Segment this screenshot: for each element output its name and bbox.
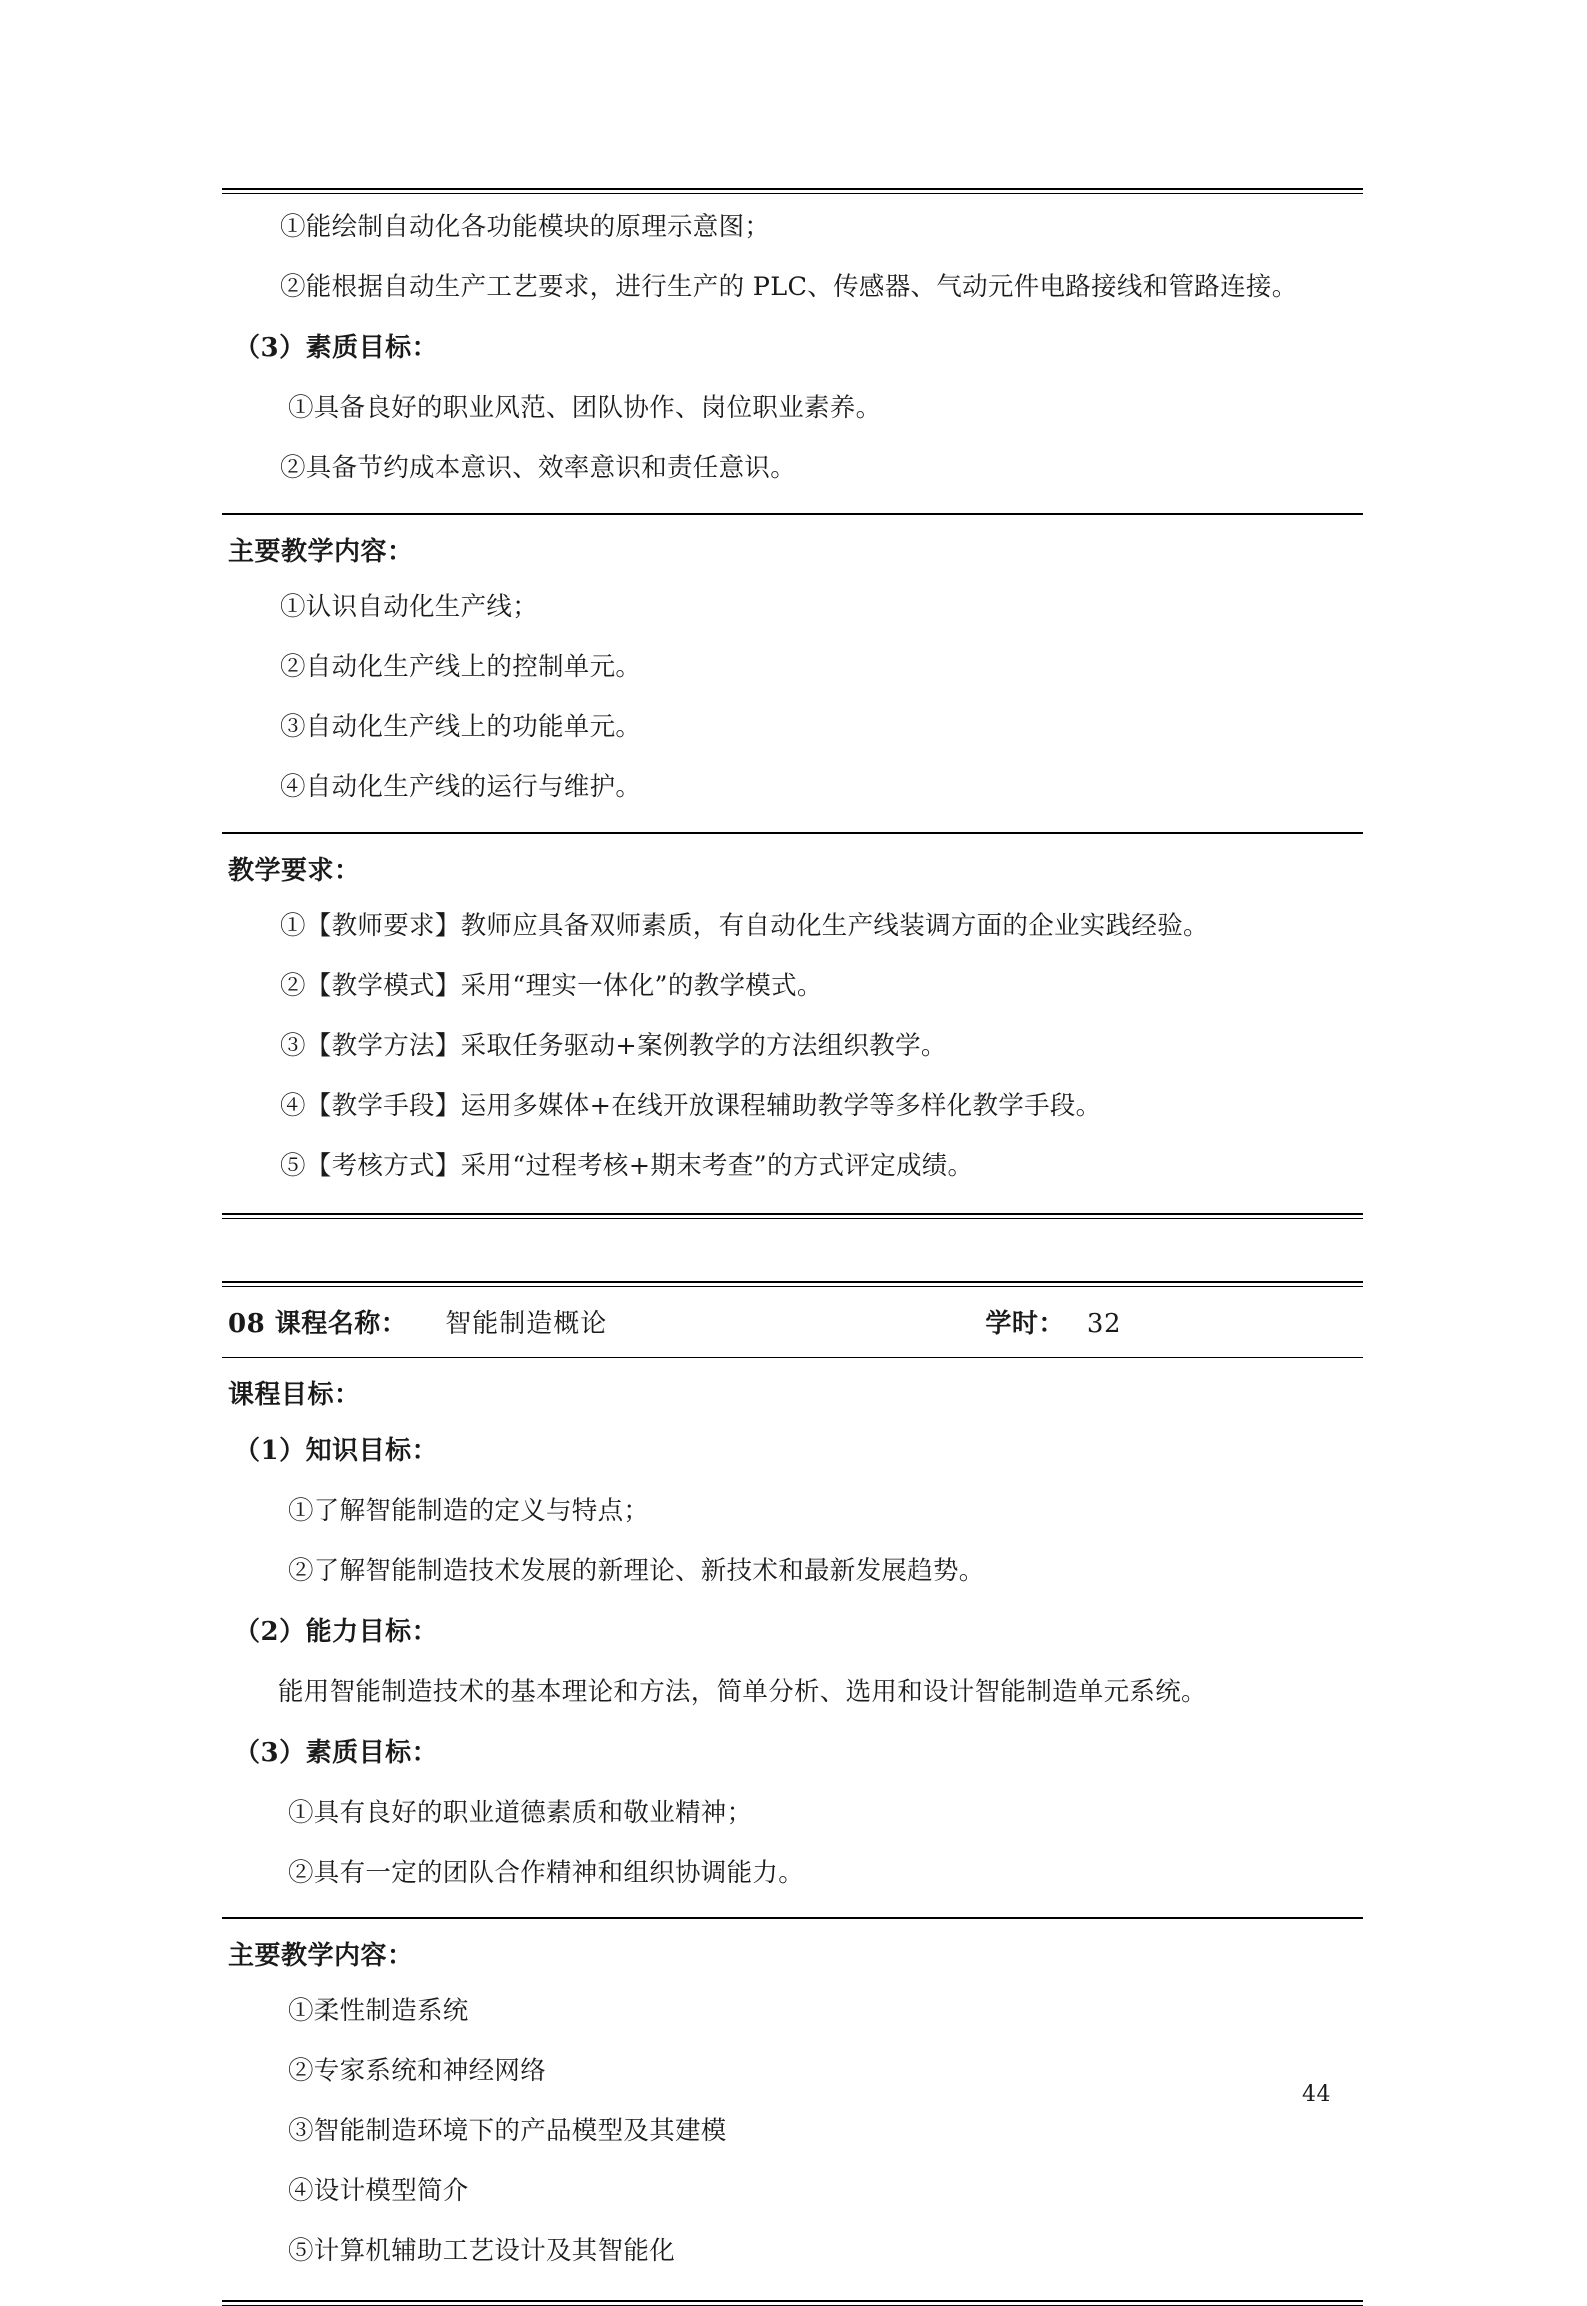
list-item: ③【教学方法】采取任务驱动+案例教学的方法组织教学。 bbox=[280, 1031, 947, 1061]
list-item: ①了解智能制造的定义与特点； bbox=[288, 1496, 650, 1526]
spacer bbox=[222, 1900, 1363, 1917]
course-07-ability-objectives-block bbox=[222, 194, 1363, 314]
spacer bbox=[222, 2278, 1363, 2300]
course-hours-value: 32 bbox=[1086, 1309, 1121, 1339]
list-item: ③自动化生产线上的功能单元。 bbox=[280, 712, 642, 742]
list-item: ①柔性制造系统 bbox=[288, 1996, 469, 2026]
list-item: ⑤【考核方式】采用“过程考核+期末考查”的方式评定成绩。 bbox=[280, 1151, 974, 1181]
course-07-teaching-requirements-list bbox=[222, 893, 1363, 1193]
course-08-knowledge-objectives-list bbox=[222, 1478, 1363, 1598]
knowledge-objectives-heading: （1）知识目标： bbox=[234, 1436, 439, 1466]
teaching-requirements-heading: 教学要求： bbox=[228, 856, 361, 886]
course-08-ability-objectives-list bbox=[222, 1659, 1363, 1719]
main-content-heading: 主要教学内容： bbox=[228, 537, 414, 567]
list-item: ④设计模型简介 bbox=[288, 2176, 469, 2206]
top-margin-spacer bbox=[222, 0, 1363, 188]
list-item: ②自动化生产线上的控制单元。 bbox=[280, 652, 642, 682]
course-08-quality-objectives-list bbox=[222, 1780, 1363, 1900]
page-number: 44 bbox=[1302, 2082, 1331, 2107]
course-hours-group bbox=[985, 1303, 1363, 1340]
list-item: ①具备良好的职业风范、团队协作、岗位职业素养。 bbox=[288, 393, 882, 423]
course-number-label: 08 课程名称： bbox=[228, 1309, 408, 1339]
page-content-column bbox=[222, 0, 1363, 2306]
list-item: ①认识自动化生产线； bbox=[280, 592, 539, 622]
course-08-main-content-list bbox=[222, 1978, 1363, 2278]
course-08-table-bottom-double-rule bbox=[222, 2300, 1363, 2306]
spacer bbox=[222, 1193, 1363, 1213]
course-08-quality-objectives-heading: （3）素质目标： bbox=[234, 1738, 439, 1768]
list-item: ②【教学模式】采用“理实一体化”的教学模式。 bbox=[280, 971, 823, 1001]
spacer bbox=[222, 814, 1363, 832]
course-name-value: 智能制造概论 bbox=[445, 1309, 608, 1339]
list-item: ①能绘制自动化各功能模块的原理示意图； bbox=[280, 212, 771, 242]
quality-objectives-heading: （3）素质目标： bbox=[234, 333, 439, 363]
list-item: ②具备节约成本意识、效率意识和责任意识。 bbox=[280, 453, 797, 483]
course-08-header-row bbox=[222, 1287, 1363, 1357]
list-item: ④【教学手段】运用多媒体+在线开放课程辅助教学等多样化教学手段。 bbox=[280, 1091, 1102, 1121]
course-07-main-content-list bbox=[222, 574, 1363, 814]
list-item: ②能根据自动生产工艺要求，进行生产的 PLC、传感器、气动元件电路接线和管路连接。 bbox=[280, 272, 1298, 302]
course-07-quality-objectives-block bbox=[222, 375, 1363, 495]
list-item: 能用智能制造技术的基本理论和方法，简单分析、选用和设计智能制造单元系统。 bbox=[278, 1677, 1207, 1707]
course-hours-label: 学时： bbox=[985, 1309, 1065, 1339]
list-item: ②具有一定的团队合作精神和组织协调能力。 bbox=[288, 1858, 805, 1888]
list-item: ①具有良好的职业道德素质和敬业精神； bbox=[288, 1798, 753, 1828]
list-item: ②了解智能制造技术发展的新理论、新技术和最新发展趋势。 bbox=[288, 1556, 985, 1586]
ability-objectives-heading: （2）能力目标： bbox=[234, 1617, 439, 1647]
list-item: ③智能制造环境下的产品模型及其建模 bbox=[288, 2116, 727, 2146]
course-objectives-heading: 课程目标： bbox=[228, 1380, 361, 1410]
spacer bbox=[222, 495, 1363, 513]
inter-table-gap bbox=[222, 1219, 1363, 1281]
list-item: ②专家系统和神经网络 bbox=[288, 2056, 547, 2086]
list-item: ⑤计算机辅助工艺设计及其智能化 bbox=[288, 2236, 676, 2266]
course-08-main-content-heading: 主要教学内容： bbox=[228, 1941, 414, 1971]
list-item: ①【教师要求】教师应具备双师素质，有自动化生产线装调方面的企业实践经验。 bbox=[280, 911, 1209, 941]
list-item: ④自动化生产线的运行与维护。 bbox=[280, 772, 642, 802]
